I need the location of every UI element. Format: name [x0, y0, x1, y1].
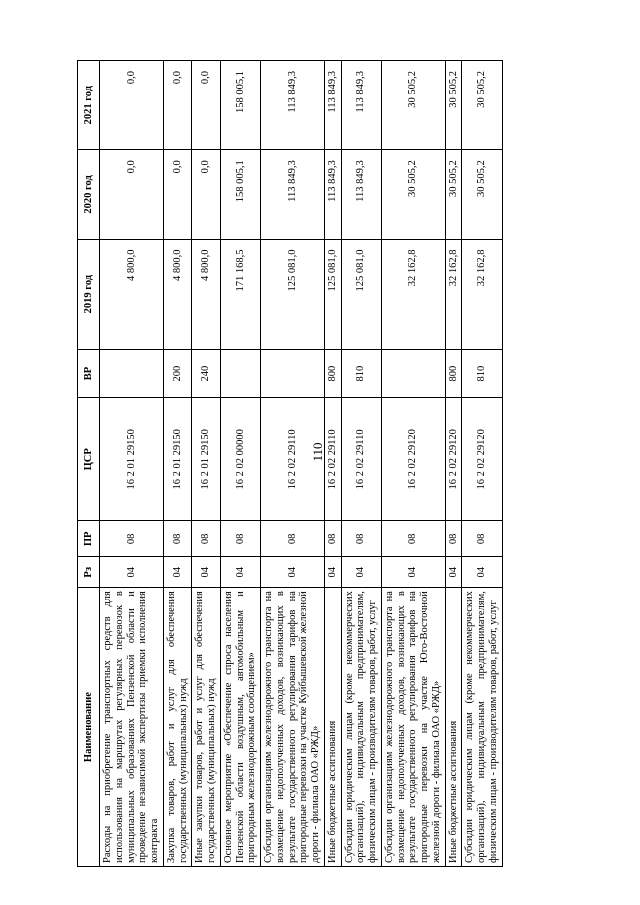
cell-name: Субсидии организациям железнодорожного транспорта на возмещение недополученных доходов, возникающих в результате государственного регулирования тарифов на пригородные перевозки на участке Куйбышевской железной дороги - филиала ОАО «РЖД» [261, 588, 325, 867]
cell-2020: 30 505,2 [445, 150, 462, 239]
cell-name: Субсидии организациям железнодорожного транспорта на возмещение недополученных доходов, возникающих в результате государственного регулирования тарифов на пригородные перевозки на участке Юго-Восточной железной дороги - филиала ОАО «РЖД» [381, 588, 445, 867]
cell-2020: 0,0 [163, 150, 192, 239]
cell-pr: 08 [261, 521, 325, 557]
cell-2019: 32 162,8 [462, 239, 502, 349]
table-container [77, 60, 547, 867]
cell-vr: 800 [445, 349, 462, 398]
cell-rz: 04 [381, 557, 445, 588]
cell-pr: 08 [220, 521, 260, 557]
cell-2020: 30 505,2 [381, 150, 445, 239]
cell-pr: 08 [381, 521, 445, 557]
cell-rz: 04 [445, 557, 462, 588]
cell-csr: 16 2 02 29120 [462, 398, 502, 521]
cell-csr: 16 2 01 29150 [163, 398, 192, 521]
cell-2020: 0,0 [100, 150, 164, 239]
cell-rz: 04 [341, 557, 381, 588]
cell-pr: 08 [324, 521, 341, 557]
cell-2021: 30 505,2 [381, 61, 445, 150]
cell-name: Иные бюджетные ассигнования [324, 588, 341, 867]
cell-pr: 08 [341, 521, 381, 557]
table-row [381, 61, 445, 867]
cell-vr: 200 [163, 349, 192, 398]
page-number: 110 [310, 442, 325, 462]
cell-2020: 0,0 [192, 150, 221, 239]
cell-name: Иные бюджетные ассигнования [445, 588, 462, 867]
cell-csr: 16 2 02 29120 [381, 398, 445, 521]
cell-2019: 125 081,0 [324, 239, 341, 349]
cell-csr: 16 2 02 29120 [445, 398, 462, 521]
cell-2020: 30 505,2 [462, 150, 502, 239]
cell-csr: 16 2 02 00000 [220, 398, 260, 521]
cell-2021: 113 849,3 [324, 61, 341, 150]
cell-2021: 30 505,2 [445, 61, 462, 150]
cell-vr: 810 [341, 349, 381, 398]
cell-rz: 04 [324, 557, 341, 588]
cell-pr: 08 [100, 521, 164, 557]
cell-2021: 0,0 [163, 61, 192, 150]
cell-2020: 113 849,3 [341, 150, 381, 239]
cell-2021: 158 005,1 [220, 61, 260, 150]
table-row [163, 61, 192, 867]
cell-2019: 125 081,0 [261, 239, 325, 349]
table-header-row [78, 61, 100, 867]
cell-name: Основное мероприятие «Обеспечение спроса населения Пензенской области воздушным, автомобильным и пригородным железнодорожным сообщением» [220, 588, 260, 867]
header-csr: ЦСР [78, 398, 100, 521]
table-row [220, 61, 260, 867]
cell-rz: 04 [261, 557, 325, 588]
cell-2020: 113 849,3 [261, 150, 325, 239]
header-vr: ВР [78, 349, 100, 398]
table-row [261, 61, 325, 867]
cell-csr: 16 2 02 29110 [324, 398, 341, 521]
cell-rz: 04 [192, 557, 221, 588]
table-row [324, 61, 341, 867]
header-name: Наименование [78, 588, 100, 867]
cell-pr: 08 [163, 521, 192, 557]
header-rz: Рз [78, 557, 100, 588]
cell-rz: 04 [462, 557, 502, 588]
cell-2021: 113 849,3 [261, 61, 325, 150]
cell-2021: 30 505,2 [462, 61, 502, 150]
table-row [100, 61, 164, 867]
cell-pr: 08 [192, 521, 221, 557]
table-row [445, 61, 462, 867]
cell-2021: 0,0 [100, 61, 164, 150]
cell-rz: 04 [163, 557, 192, 588]
header-pr: ПР [78, 521, 100, 557]
table-row [462, 61, 502, 867]
cell-vr [100, 349, 164, 398]
cell-2019: 32 162,8 [445, 239, 462, 349]
cell-2019: 125 081,0 [341, 239, 381, 349]
header-2021: 2021 год [78, 61, 100, 150]
table-row [341, 61, 381, 867]
cell-2019: 4 800,0 [163, 239, 192, 349]
cell-name: Субсидии юридическим лицам (кроме некоммерческих организаций), индивидуальным предпринимателям, физическим лицам - производителям товаров, работ, услуг [341, 588, 381, 867]
cell-rz: 04 [220, 557, 260, 588]
cell-2020: 158 005,1 [220, 150, 260, 239]
cell-2019: 4 800,0 [100, 239, 164, 349]
cell-csr: 16 2 02 29110 [261, 398, 325, 521]
header-2020: 2020 год [78, 150, 100, 239]
cell-vr: 240 [192, 349, 221, 398]
cell-pr: 08 [462, 521, 502, 557]
cell-2019: 171 168,5 [220, 239, 260, 349]
cell-vr: 800 [324, 349, 341, 398]
cell-2019: 32 162,8 [381, 239, 445, 349]
cell-csr: 16 2 02 29110 [341, 398, 381, 521]
table-body [100, 61, 503, 867]
header-2019: 2019 год [78, 239, 100, 349]
cell-2019: 4 800,0 [192, 239, 221, 349]
table-row [192, 61, 221, 867]
cell-vr: 810 [462, 349, 502, 398]
cell-2021: 0,0 [192, 61, 221, 150]
cell-2020: 113 849,3 [324, 150, 341, 239]
rotated-table-area [77, 60, 547, 867]
cell-csr: 16 2 01 29150 [192, 398, 221, 521]
budget-table [77, 60, 503, 867]
cell-rz: 04 [100, 557, 164, 588]
cell-name: Субсидии юридическим лицам (кроме некоммерческих организаций), индивидуальным предпринимателям, физическим лицам - производителям товаров, работ, услуг [462, 588, 502, 867]
cell-csr: 16 2 01 29150 [100, 398, 164, 521]
cell-vr [381, 349, 445, 398]
cell-vr [261, 349, 325, 398]
cell-name: Закупка товаров, работ и услуг для обеспечения государственных (муниципальных) нужд [163, 588, 192, 867]
cell-pr: 08 [445, 521, 462, 557]
cell-vr [220, 349, 260, 398]
cell-2021: 113 849,3 [341, 61, 381, 150]
cell-name: Иные закупки товаров, работ и услуг для обеспечения государственных (муниципальных) нужд [192, 588, 221, 867]
cell-name: Расходы на приобретение транспортных средств для использования на маршрутах регулярных перевозок в муниципальных образованиях Пензенской области и проведение независимой экспертизы приемки исполнения контракта [100, 588, 164, 867]
